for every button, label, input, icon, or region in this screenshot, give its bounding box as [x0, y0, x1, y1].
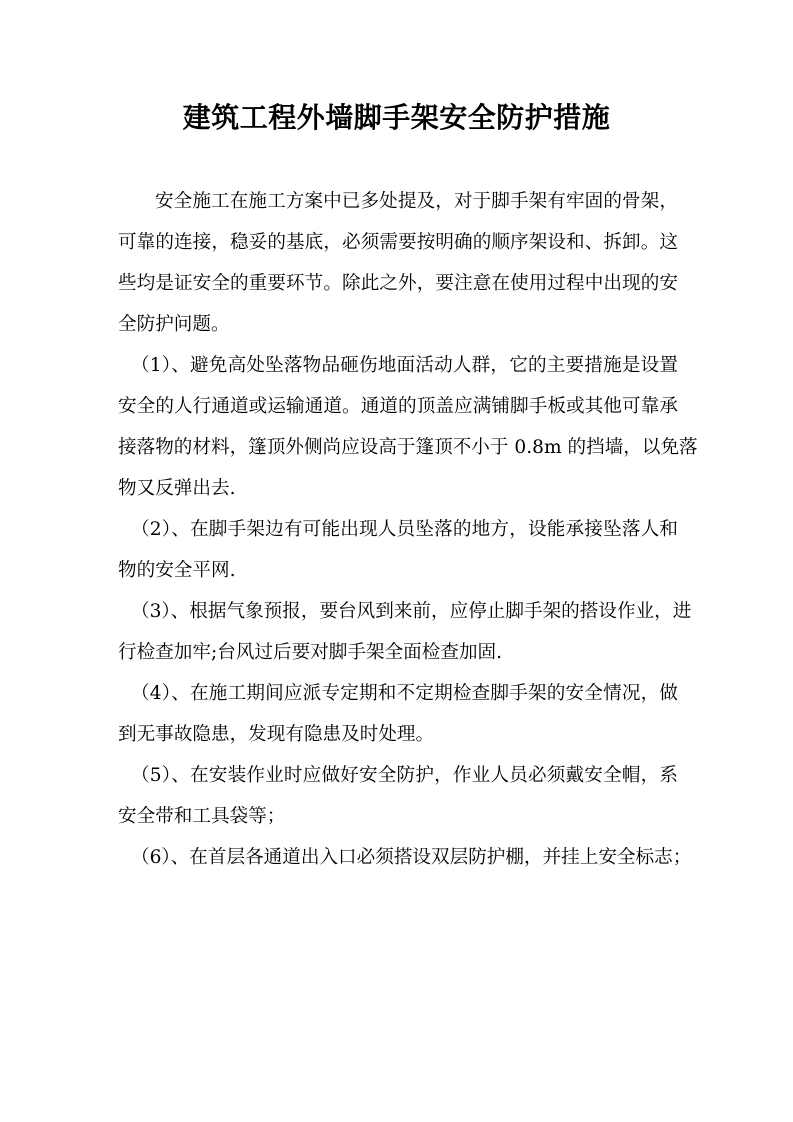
list-item-4: [118, 676, 678, 758]
list-item-2: [118, 512, 678, 594]
paragraph-line: （2）、在脚手架边有可能出现人员坠落的地方，设能承接坠落人和: [131, 519, 678, 540]
paragraph-line: （1）、避免高处坠落物品砸伤地面活动人群，它的主要措施是设置: [131, 355, 678, 376]
paragraph-line: 物的安全平网.: [118, 560, 236, 581]
paragraph-intro: [118, 184, 678, 348]
list-item-6: [118, 840, 692, 881]
list-item-1: [118, 348, 698, 512]
paragraph-line: （3）、根据气象预报，要台风到来前，应停止脚手架的搭设作业，进: [131, 601, 692, 622]
paragraph-line: 安全施工在施工方案中已多处提及，对于脚手架有牢固的骨架，: [155, 191, 678, 212]
paragraph-line: 安全带和工具袋等；: [118, 806, 286, 827]
paragraph-line: 可靠的连接，稳妥的基底，必须需要按明确的顺序架设和、拆卸。这: [118, 232, 678, 253]
paragraph-line: 些均是证安全的重要环节。除此之外，要注意在使用过程中出现的安: [118, 273, 678, 294]
paragraph-line: 安全的人行通道或运输通道。通道的顶盖应满铺脚手板或其他可靠承: [118, 396, 678, 417]
paragraph-line: （5）、在安装作业时应做好安全防护，作业人员必须戴安全帽，系: [131, 765, 678, 786]
paragraph-line: （6）、在首层各通道出入口必须搭设双层防护棚，并挂上安全标志；: [131, 847, 692, 868]
paragraph-line: 物又反弹出去.: [118, 478, 236, 499]
list-item-5: [118, 758, 678, 840]
document-body: [118, 184, 698, 881]
list-item-3: [118, 594, 692, 676]
paragraph-line: 行检查加牢;台风过后要对脚手架全面检查加固.: [118, 642, 503, 663]
paragraph-line: （4）、在施工期间应派专定期和不定期检查脚手架的安全情况，做: [131, 683, 678, 704]
paragraph-line: 全防护问题。: [118, 314, 230, 335]
paragraph-line: 接落物的材料，篷顶外侧尚应设高于篷顶不小于 0.8m 的挡墙，以免落: [118, 437, 698, 458]
paragraph-line: 到无事故隐患，发现有隐患及时处理。: [118, 724, 435, 745]
page-title: 建筑工程外墙脚手架安全防护措施: [182, 101, 611, 134]
